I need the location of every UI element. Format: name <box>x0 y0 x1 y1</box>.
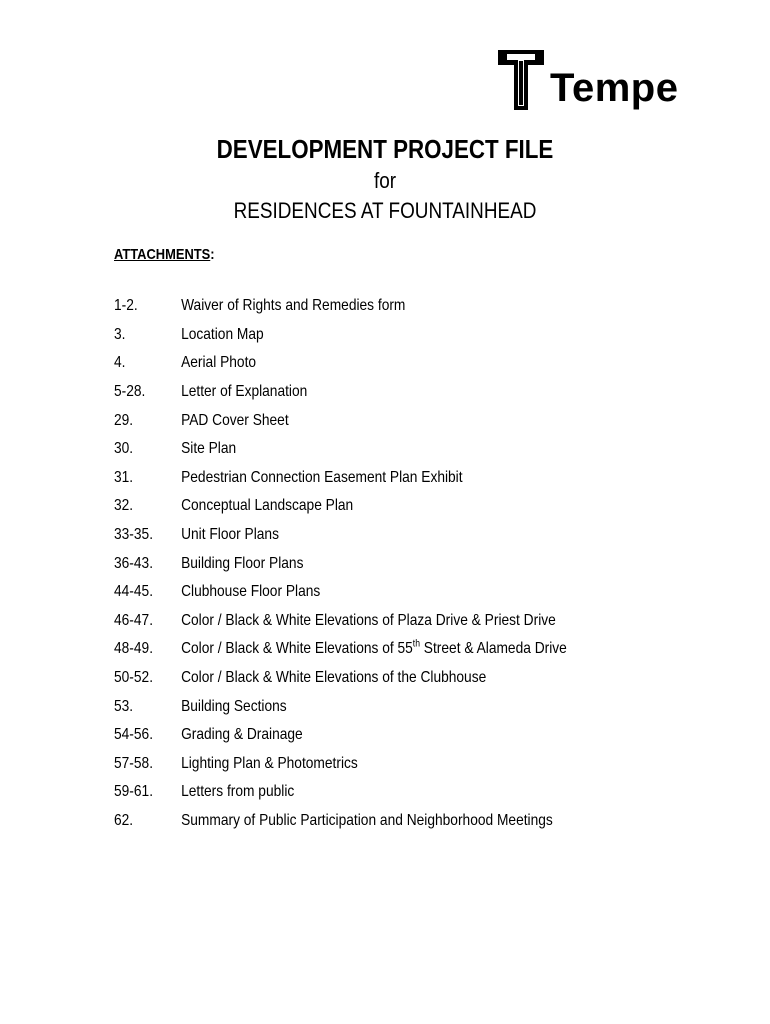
attachment-title: Aerial Photo <box>181 354 257 372</box>
attachment-pages: 54-56. <box>114 726 154 744</box>
list-item <box>114 778 567 807</box>
attachments-heading <box>114 245 215 265</box>
list-item <box>114 378 567 407</box>
attachment-title-part: Color / Black & White Elevations of 55 <box>181 640 413 658</box>
attachment-title: Waiver of Rights and Remedies form <box>181 297 406 315</box>
list-item <box>114 750 567 779</box>
attachments-heading-colon: : <box>210 246 215 263</box>
attachment-pages: 57-58. <box>114 754 154 772</box>
tempe-logo-mark-icon <box>498 50 544 110</box>
attachment-pages: 3. <box>114 325 126 343</box>
attachment-title: Site Plan <box>181 440 237 458</box>
attachment-title: Summary of Public Participation and Neighborhood Meetings <box>181 811 553 829</box>
attachment-title: PAD Cover Sheet <box>181 411 289 429</box>
attachment-pages: 33-35. <box>114 526 154 544</box>
attachment-title: Color / Black & White Elevations of Plaza Drive & Priest Drive <box>181 611 556 629</box>
attachment-title: Pedestrian Connection Easement Plan Exhibit <box>181 468 463 486</box>
attachment-title: Letter of Explanation <box>181 383 308 401</box>
list-item <box>114 607 567 636</box>
list-item <box>114 492 567 521</box>
list-item <box>114 292 567 321</box>
attachment-title <box>181 640 567 658</box>
attachment-title-part: Street & Alameda Drive <box>419 640 567 658</box>
attachment-title: Grading & Drainage <box>181 726 303 744</box>
attachment-title: Unit Floor Plans <box>181 526 279 544</box>
title-block <box>0 130 770 228</box>
attachment-title: Building Floor Plans <box>181 554 304 572</box>
document-title: DEVELOPMENT PROJECT FILE <box>216 134 554 164</box>
attachments-list <box>114 292 641 835</box>
attachment-pages: 36-43. <box>114 554 154 572</box>
list-item <box>114 464 567 493</box>
list-item <box>114 692 567 721</box>
attachment-pages: 62. <box>114 811 134 829</box>
list-item <box>114 435 567 464</box>
list-item <box>114 664 567 693</box>
attachment-pages: 5-28. <box>114 383 146 401</box>
logo-text: Tempe <box>550 66 679 110</box>
attachment-pages: 30. <box>114 440 134 458</box>
attachment-pages: 4. <box>114 354 126 372</box>
attachment-pages: 50-52. <box>114 669 154 687</box>
list-item <box>114 807 567 836</box>
attachment-title: Location Map <box>181 325 264 343</box>
attachment-title: Building Sections <box>181 697 287 715</box>
attachment-pages: 29. <box>114 411 134 429</box>
attachment-title: Color / Black & White Elevations of the Clubhouse <box>181 669 487 687</box>
attachment-title: Lighting Plan & Photometrics <box>181 754 358 772</box>
attachment-pages: 48-49. <box>114 640 154 658</box>
title-connector: for <box>373 168 397 193</box>
list-item <box>114 406 567 435</box>
list-item <box>114 721 567 750</box>
attachment-pages: 32. <box>114 497 134 515</box>
attachment-title: Clubhouse Floor Plans <box>181 583 321 601</box>
attachment-pages: 53. <box>114 697 134 715</box>
attachments-heading-text: ATTACHMENTS <box>114 246 211 263</box>
list-item <box>114 521 567 550</box>
attachment-title: Letters from public <box>181 783 295 801</box>
list-item <box>114 321 567 350</box>
attachment-pages: 46-47. <box>114 611 154 629</box>
project-name: RESIDENCES AT FOUNTAINHEAD <box>233 198 537 223</box>
attachment-pages: 1-2. <box>114 297 138 315</box>
attachment-title: Conceptual Landscape Plan <box>181 497 354 515</box>
ordinal-suffix: th <box>412 639 420 651</box>
tempe-logo <box>498 44 678 110</box>
list-item <box>114 549 567 578</box>
attachment-pages: 59-61. <box>114 783 154 801</box>
attachment-pages: 44-45. <box>114 583 154 601</box>
list-item <box>114 578 567 607</box>
list-item <box>114 349 567 378</box>
list-item <box>114 635 567 664</box>
attachment-pages: 31. <box>114 468 134 486</box>
